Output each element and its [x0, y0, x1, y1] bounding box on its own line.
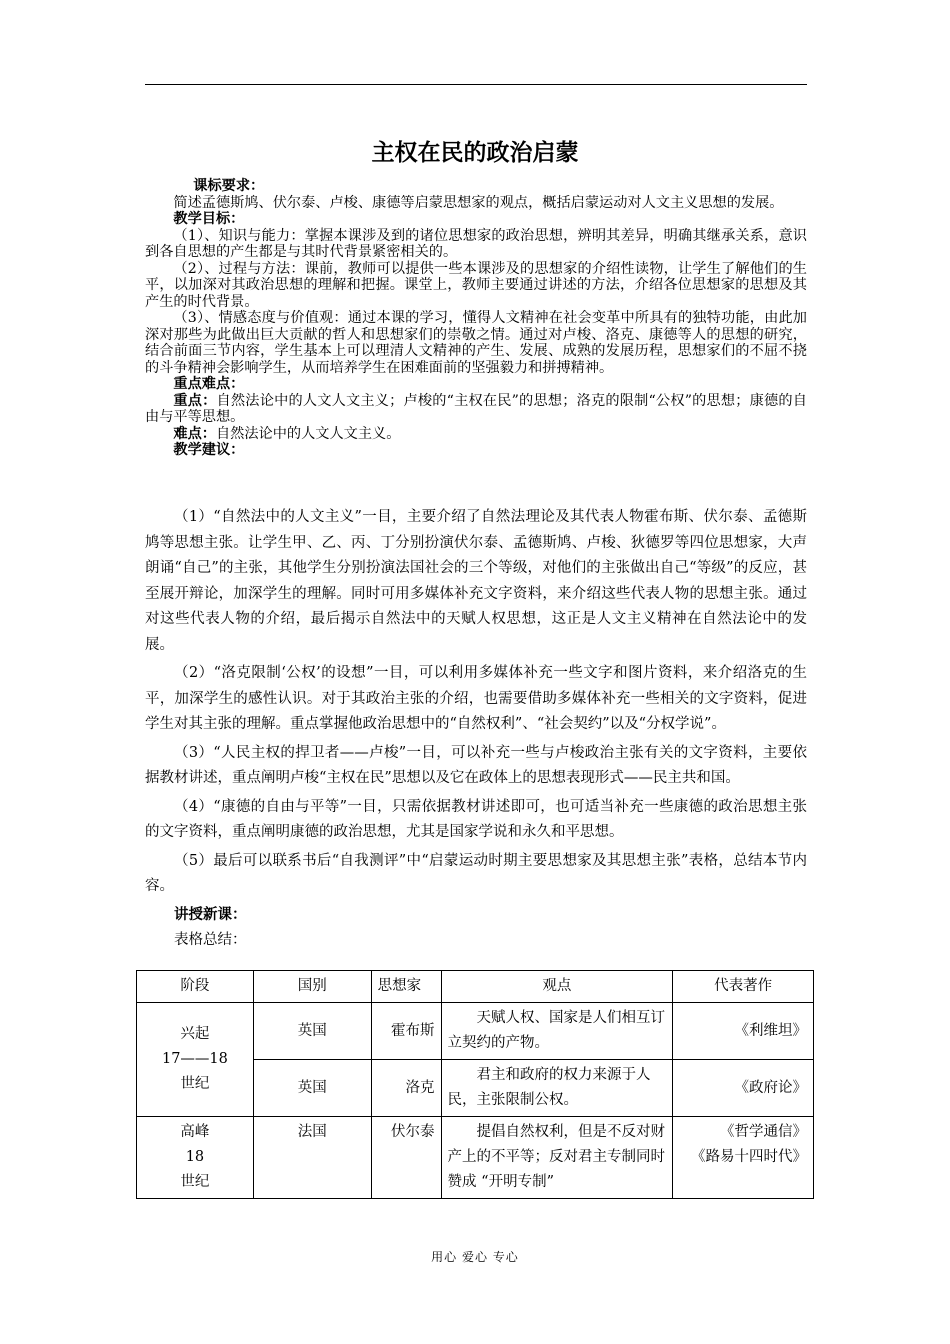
view-cell: 君主和政府的权力来源于人民，主张限制公权。: [441, 1060, 673, 1117]
table-caption: 表格总结：: [174, 932, 247, 948]
key-label: 重点：: [173, 392, 217, 409]
suggestion-1: （1）“自然法中的人文主义”一目，主要介绍了自然法理论及其代表人物霍布斯、伏尔泰、孟德斯鸠等思想主张。让学生甲、乙、丙、丁分别扮演伏尔泰、孟德斯鸠、卢梭、狄德罗等四位思想家，大声朗诵“自己”的主张，其他学生分别扮演法国社会的三个等级，对他们的主张做出自己“等级”的反应，甚至展开辩论，加深学生的理解。同时可用多媒体补充文字资料，来介绍这些代表人物的思想主张。通过对这些代表人物的介绍，最后揭示自然法中的天赋人权思想，这正是人文主义精神在自然法论中的发展。: [145, 509, 807, 653]
works-cell: 《哲学通信》 《路易十四时代》: [673, 1117, 814, 1199]
header-works: 代表著作: [673, 971, 814, 1003]
header-stage: 阶段: [137, 971, 254, 1003]
curriculum-text: 简述孟德斯鸠、伏尔泰、卢梭、康德等启蒙思想家的观点，概括启蒙运动对人文主义思想的发展。: [173, 194, 784, 211]
objective-1: （1）、知识与能力：掌握本课涉及到的诸位思想家的政治思想，辨明其差异，明确其继承关系，意识到各自思想的产生都是与其时代背景紧密相关的。: [145, 227, 807, 260]
thinkers-table: [136, 970, 814, 1199]
objective-2: （2）、过程与方法：课前，教师可以提供一些本课涉及的思想家的介绍性读物，让学生了解他们的生平，以加深对其政治思想的理解和把握。课堂上，教师主要通过讲述的方法，介绍各位思想家的思想及其产生的时代背景。: [145, 260, 807, 310]
header-rule: [145, 84, 807, 85]
header-thinker: 思想家: [371, 971, 441, 1003]
heading-suggestions: 教学建议：: [173, 442, 245, 458]
table-header-row: [137, 971, 814, 1003]
works-cell: 《政府论》: [673, 1060, 814, 1117]
intro-section: [145, 178, 807, 459]
country-cell: 英国: [253, 1003, 371, 1060]
view-cell: 天赋人权、国家是人们相互订立契约的产物。: [441, 1003, 673, 1060]
thinker-cell: 霍布斯: [371, 1003, 441, 1060]
difficulty-text: 自然法论中的人文人文主义。: [215, 425, 401, 442]
works-cell: 《利维坦》: [673, 1003, 814, 1060]
header-view: 观点: [441, 971, 673, 1003]
heading-new-lesson: 讲授新课：: [174, 906, 247, 923]
difficulty-label: 难点：: [173, 425, 216, 442]
heading-key-points: 重点难点：: [173, 376, 245, 392]
suggestion-5: （5）最后可以联系书后“自我测评”中“启蒙运动时期主要思想家及其思想主张”表格，总结本节内容。: [145, 852, 807, 894]
table-row: [137, 1003, 814, 1060]
key-text: 自然法论中的人文人文主义；卢梭的“主权在民”的思想；洛克的限制“公权”的思想；康德的自由与平等思想。: [145, 392, 807, 425]
country-cell: 法国: [253, 1117, 371, 1199]
page-footer: 用心 爱心 专心: [431, 1250, 519, 1264]
suggestion-4: （4）“康德的自由与平等”一目，只需依据教材讲述即可，也可适当补充一些康德的政治思想主张的文字资料，重点阐明康德的政治思想，尤其是国家学说和永久和平思想。: [145, 798, 807, 840]
stage-cell: 兴起 17——18 世纪: [137, 1003, 254, 1117]
thinker-cell: 伏尔泰: [371, 1117, 441, 1199]
country-cell: 英国: [253, 1060, 371, 1117]
stage-cell: 高峰 18 世纪: [137, 1117, 254, 1199]
table-row: [137, 1117, 814, 1199]
suggestion-3: （3）“人民主权的捍卫者——卢梭”一目，可以补充一些与卢梭政治主张有关的文字资料，主要依据教材讲述，重点阐明卢梭“主权在民”思想以及它在政体上的思想表现形式——民主共和国。: [145, 744, 807, 786]
view-cell: 提倡自然权利，但是不反对财产上的不平等；反对君主专制同时赞成 “开明专制”: [441, 1117, 673, 1199]
objective-3: （3）、情感态度与价值观：通过本课的学习，懂得人文精神在社会变革中所具有的独特功能，由此加深对那些为此做出巨大贡献的哲人和思想家们的崇敬之情。通过对卢梭、洛克、康德等人的思想的研究，结合前面三节内容，学生基本上可以理清人文精神的产生、发展、成熟的发展历程，思想家们的不屈不挠的斗争精神会影响学生，从而培养学生在困难面前的坚强毅力和拼搏精神。: [145, 310, 807, 376]
header-country: 国别: [253, 971, 371, 1003]
suggestion-2: （2）“洛克限制‘公权’的设想”一目，可以利用多媒体补充一些文字和图片资料，来介绍洛克的生平，加深学生的感性认识。对于其政治主张的介绍，也需要借助多媒体补充一些相关的文字资料，促进学生对其主张的理解。重点掌握他政治思想中的“自然权利”、“社会契约”以及“分权学说”。: [145, 665, 807, 732]
thinker-cell: 洛克: [371, 1060, 441, 1117]
heading-objectives: 教学目标：: [173, 211, 245, 227]
suggestions-section: [145, 505, 807, 954]
difficulty-paragraph: [145, 426, 807, 443]
key-point-paragraph: [145, 393, 807, 426]
page-title: 主权在民的政治启蒙: [371, 140, 579, 166]
heading-curriculum: 课标要求：: [193, 178, 265, 194]
